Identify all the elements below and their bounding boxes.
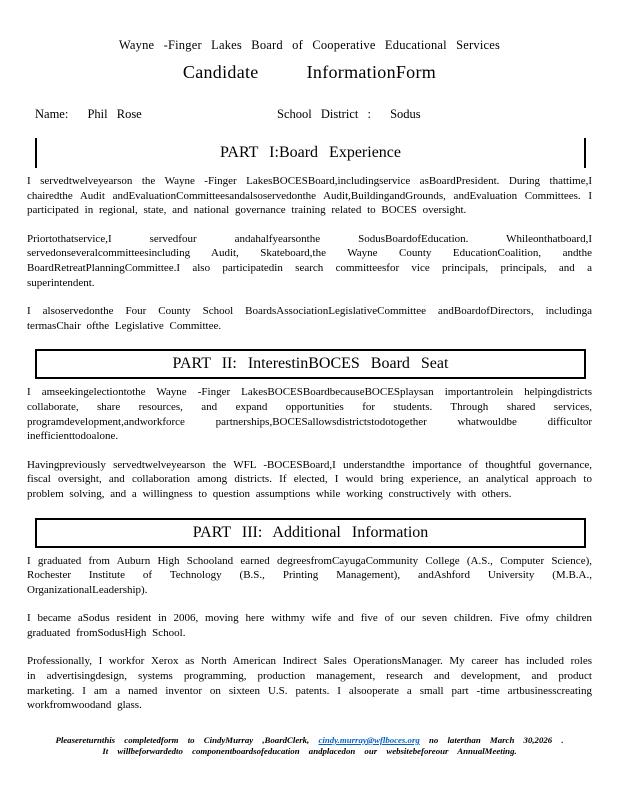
part1-body [27,174,592,333]
school-district-field [277,107,421,122]
part1-heading-box [35,138,586,168]
form-title [27,62,592,83]
school-district-label: School District : [277,107,371,121]
form-title-word-candidate: Candidate [182,62,259,82]
part3-body [27,554,592,713]
board-clerk-email-link[interactable]: cindy.murray@wflboces.org [318,734,420,745]
name-value: Phil Rose [87,107,142,121]
part2-body [27,385,592,501]
footer-text-after-email: no laterthan March 30,2026 . [428,734,564,745]
footer-text-before-email: Pleasereturnthis completedform to CindyMurray ,BoardClerk, [55,734,310,745]
part3-paragraph-1: I graduated from Auburn High Schooland earned degreesfromCayugaCommunity College (A.S., Computer Science), Rochester Institute of Technology (B.S., Printing Management), andAshford University (M.B.A., OrganizationalLeadership). [27,554,592,596]
part1-paragraph-1: I servedtwelveyearson the Wayne -Finger LakesBOCESBoard,includingservice asBoardPresident. During thattime,I chairedthe Audit andEvaluationCommitteesandalsoservedonthe Audit,BuildingandGrounds, andEvaluation Committees. I participated in regional, state, and national governance training related to BOCES oversight. [27,175,592,217]
part2-heading: PART II: InterestinBOCES Board Seat [172,355,449,373]
part3-heading-box [35,518,586,548]
name-field [35,107,277,122]
part2-paragraph-1: I amseekingelectiontothe Wayne -Finger LakesBOCESBoardbecauseBOCESplaysan importantrolein helpingdistricts collaborate, share resources, and expand opportunities for students. Through shared services, programdevelopment,andworkforce partnerships,BOCESallowsdistrictstodotogether whatwouldbe difficultor inefficienttodoalone. [27,386,592,443]
part3-paragraph-3: Professionally, I workfor Xerox as North American Indirect Sales OperationsManager. My career has included roles in advertisingdesign, systems programming, production management, research and development, and product marketing. I am a named inventor on sixteen U.S. patents. I alsooperate a small part -time artbusinesscreating workfromwoodand glass. [27,655,592,712]
part2-heading-box [35,349,586,379]
footer-line-2: It willbeforwardedto componentboardsofeducation andplacedon our websitebeforeour AnnualMeeting. [102,746,517,757]
name-label: Name: [35,107,69,121]
candidate-fields-row [27,107,592,122]
part2-paragraph-2: Havingpreviously servedtwelveyearson the WFL -BOCESBoard,I understandthe importance of thoughtful governance, fiscal oversight, and collaboration among districts. If elected, I would bring experience, an analytical approach to problem solving, and a willingness to question assumptions while working constructively with others. [27,458,592,500]
part3-paragraph-2: I became aSodus resident in 2006, moving here withmy wife and five of our seven children. Five ofmy children graduated fromSodusHigh School. [27,612,592,639]
footer-line-1 [27,735,592,747]
part1-paragraph-3: I alsoservedonthe Four County School BoardsAssociationLegislativeCommittee andBoardofDirectors, includinga termasChair ofthe Legislative Committee. [27,305,592,332]
part1-paragraph-2: Priortothatservice,I servedfour andahalfyearsonthe SodusBoardofEducation. Whileonthatboard,I servedonseveralcommitteesincluding Audit, Skateboard,the Wayne County EducationCoalition, andthe BoardRetreatPlanningCommittee.I also participatedin search committeesfor vice principals, principals, and a superintendent. [27,232,592,289]
part3-heading: PART III: Additional Information [192,523,429,541]
return-instructions-footer [27,735,592,758]
part1-heading: PART I:Board Experience [219,144,401,161]
school-district-value: Sodus [390,107,421,121]
organization-title: Wayne -Finger Lakes Board of Cooperative Educational Services [118,38,501,52]
form-title-word-information-form: InformationForm [306,62,437,82]
